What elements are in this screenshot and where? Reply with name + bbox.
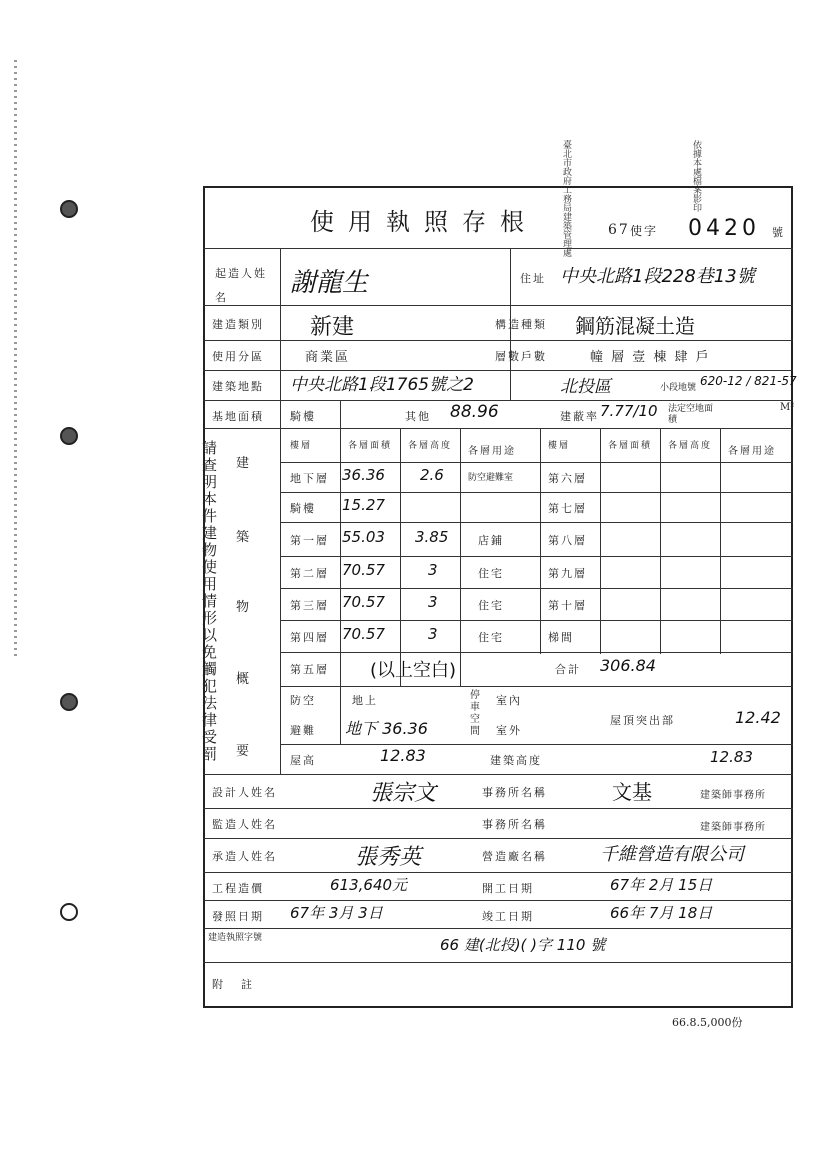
header-stamp-left: 臺北市政府工務局建築管理處 [561,140,571,257]
coverage-value: 7.77/10 [600,402,658,420]
col-line [460,428,461,686]
cost-value: 613,640元 [330,876,408,894]
row-line [280,686,793,687]
floor-name: 第八層 [548,534,587,547]
basement-value: 地下 36.36 [345,719,428,738]
note-label: 附註 [212,978,270,991]
row-line [203,400,793,401]
side-label: 建 [236,456,252,471]
row-line [280,588,793,589]
floor-height: 3 [428,625,438,643]
applicant-value: 謝龍生 [290,268,369,298]
structure-value: 鋼筋混凝土造 [575,314,695,338]
row-line [203,962,793,963]
total-value: 306.84 [600,656,656,675]
page-title: 使用執照存根 [310,208,538,236]
floor-name: 騎樓 [290,502,316,515]
basement-label: 避難 [290,724,316,737]
designer-value: 張宗文 [370,781,437,806]
floor-height: 2.6 [420,466,444,484]
floor-use: 住宅 [478,567,504,580]
print-info: 66.8.5,000份 [672,1016,743,1029]
units-value: 幢 層 壹 棟 肆 戶 [590,350,711,365]
floor-area: 70.57 [342,625,385,643]
row-line [280,620,793,621]
row-line [203,248,793,249]
company-label: 營造廠名稱 [482,850,547,863]
bldg-type-value: 新建 [310,315,355,340]
shelter-label: 防空 [290,694,316,707]
floor-name: 第二層 [290,567,329,580]
start-label: 開工日期 [482,882,534,895]
floor-name: 第五層 [290,663,329,676]
height-label: 屋高 [290,754,316,767]
row-line [203,305,793,306]
permit-label: 建造執照字號 [208,933,263,943]
floor-height: 3 [428,561,438,579]
bldg-type-label: 建造類別 [212,318,264,331]
floor-name: 地下層 [290,472,329,485]
permit-value: 66 建(北投)( )字 110 號 [440,936,606,954]
roof-label: 屋頂突出部 [610,714,675,727]
side-label: 物 [236,600,252,615]
supervisor-label: 監造人姓名 [212,818,277,831]
row-line [280,522,793,523]
floor-area: 36.36 [342,466,385,484]
builder-label: 承造人姓名 [212,850,277,863]
floor-name: 第七層 [548,502,587,515]
stair-label: 梯間 [548,631,574,644]
row-line [203,428,793,429]
floor-use: 店鋪 [478,534,504,547]
row-line [203,774,793,775]
sup-office-label: 事務所名稱 [482,818,547,831]
floor-use: 住宅 [478,599,504,612]
floor-height: 3 [428,593,438,611]
row-line [203,928,793,929]
row-line [203,340,793,341]
serial-number: 0420 [688,216,760,241]
parking-label: 停車空間 [470,690,482,737]
margin-note: 請查明本件建物使用情形以免觸犯法律受罰 [200,440,218,763]
row-line [203,838,793,839]
issue-value: 67年 3月 3日 [290,904,383,922]
serial-suffix: 號 [772,226,785,239]
serial-word: 使字 [630,224,659,238]
applicant-label: 起造人姓名 [215,267,267,304]
coverage-label: 建蔽率 [560,410,599,423]
col-line [280,248,281,774]
floor-name: 第九層 [548,567,587,580]
col-line [600,428,601,654]
floor-header: 樓層 [548,441,571,451]
scan-edge [14,60,17,660]
address-value: 中央北路1段228巷13號 [560,266,755,287]
binding-hole [60,427,78,445]
row-line [203,872,793,873]
other-label: 其他 [405,410,431,423]
floor-header: 樓層 [290,441,313,451]
side-label: 概 [236,672,252,687]
floor-header: 各層面積 [608,441,653,451]
floor-use: 住宅 [478,631,504,644]
floor-area: 15.27 [342,496,385,514]
roof-value: 12.42 [735,708,781,727]
row-line [280,652,793,653]
designer-label: 設計人姓名 [212,786,277,799]
binding-hole [60,903,78,921]
side-label: 要 [236,744,252,759]
row-line [280,556,793,557]
finish-label: 竣工日期 [482,910,534,923]
row-line [280,744,793,745]
floor-area: 55.03 [342,528,385,546]
other-value: 88.96 [450,402,499,422]
floor-name: 第四層 [290,631,329,644]
floor-header: 各層面積 [348,441,393,451]
unit-m2: M² [780,402,795,413]
binding-hole [60,693,78,711]
header-stamp-right: 依據本處檔案影印 [691,140,701,212]
floor-header: 各層高度 [408,441,453,451]
row-line [280,462,793,463]
site-value: 中央北路1段1765號之2 [290,375,474,395]
floor-name: 第十層 [548,599,587,612]
lot-value: 620-12 / 821-57 [700,374,797,388]
floor-name: 第六層 [548,472,587,485]
row-line [203,900,793,901]
floor-header: 各層用途 [468,446,516,457]
binding-hole [60,200,78,218]
builder-value: 張秀英 [355,845,422,870]
issue-label: 發照日期 [212,910,264,923]
address-label: 住址 [520,272,546,285]
office-label: 事務所名稱 [482,786,547,799]
col-line [720,428,721,654]
total-label: 合計 [555,663,581,676]
col-line [400,428,401,686]
bldg-height-value: 12.83 [710,748,753,766]
bldg-height-label: 建築高度 [490,754,542,767]
area-label: 基地面積 [212,410,264,423]
floor-header: 各層用途 [728,446,776,457]
stair-note: (以上空白) [370,660,457,681]
zone-value: 商業區 [305,350,351,365]
units-label: 層數戶數 [495,350,547,363]
floor-area: 70.57 [342,561,385,579]
zone-label: 使用分區 [212,350,264,363]
floor-name: 第一層 [290,534,329,547]
row-line [280,492,793,493]
col-line [660,428,661,654]
office-value: 文基 [612,780,652,804]
structure-label: 構造種類 [495,318,547,331]
start-value: 67年 2月 15日 [610,876,713,894]
indoor-label: 室內 [496,694,522,707]
floor-area: 70.57 [342,593,385,611]
row-line [203,808,793,809]
office-suffix: 建築師事務所 [700,790,766,801]
site-label: 建築地點 [212,380,264,393]
cost-label: 工程造價 [212,882,264,895]
company-value: 千維營造有限公司 [600,844,744,865]
col-line [540,428,541,654]
finish-value: 66年 7月 18日 [610,904,713,922]
arcade-label: 騎樓 [290,410,316,423]
sup-office-suffix: 建築師事務所 [700,822,766,833]
height-value: 12.83 [380,746,426,765]
year-prefix: 67 [608,222,630,238]
outdoor-label: 室外 [496,724,522,737]
district-value: 北投區 [560,377,611,397]
shelter-value: 地上 [352,694,378,707]
legal-label: 法定空地面積 [668,404,714,425]
col-line [340,400,341,744]
floor-header: 各層高度 [668,441,713,451]
floor-height: 3.85 [415,528,449,546]
floor-name: 第三層 [290,599,329,612]
floor-use: 防空避難室 [468,473,514,483]
lot-label: 小段地號 [660,383,697,393]
side-label: 築 [236,530,252,545]
